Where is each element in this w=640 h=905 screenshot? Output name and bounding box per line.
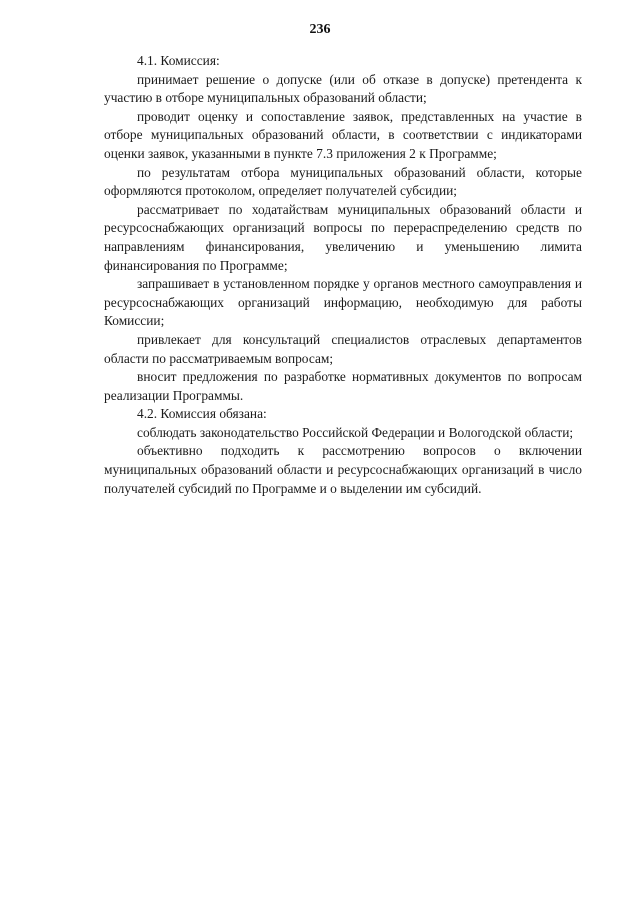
list-item: принимает решение о допуске (или об отказе в допуске) претендента к участию в отборе муниципальных образований области; — [104, 71, 582, 106]
list-item: привлекает для консультаций специалистов отраслевых департаментов области по рассматриваемым вопросам; — [104, 331, 582, 366]
page-number: 236 — [309, 22, 331, 37]
list-item: рассматривает по ходатайствам муниципальных образований области и ресурсоснабжающих организаций вопросы по перераспределению средств по направлениям финансирования, увеличению и уменьшению лимита финансирования по Программе; — [104, 201, 582, 273]
list-item: по результатам отбора муниципальных образований области, которые оформляются протоколом, определяет получателей субсидии; — [104, 164, 582, 199]
section-heading-4-1: 4.1. Комиссия: — [137, 53, 220, 68]
list-item: соблюдать законодательство Российской Федерации и Вологодской области; — [137, 424, 574, 440]
list-item: вносит предложения по разработке нормативных документов по вопросам реализации Программы. — [104, 369, 582, 403]
list-item: объективно подходить к рассмотрению вопросов о включении муниципальных образований области и ресурсоснабжающих организаций в число получателей субсидий по Программе и о выделении им субсидий. — [104, 443, 582, 496]
list-item: проводит оценку и сопоставление заявок, представленных на участие в отборе муниципальных образований области, в соответствии с индикаторами оценки заявок, указанными в пункте 7.3 приложения 2 к Программе; — [104, 108, 582, 161]
document-body — [104, 52, 582, 498]
section-heading-4-2: 4.2. Комиссия обязана: — [137, 406, 267, 422]
list-item: запрашивает в установленном порядке у органов местного самоуправления и ресурсоснабжающих организаций информацию, необходимую для работы Комиссии; — [104, 276, 582, 329]
